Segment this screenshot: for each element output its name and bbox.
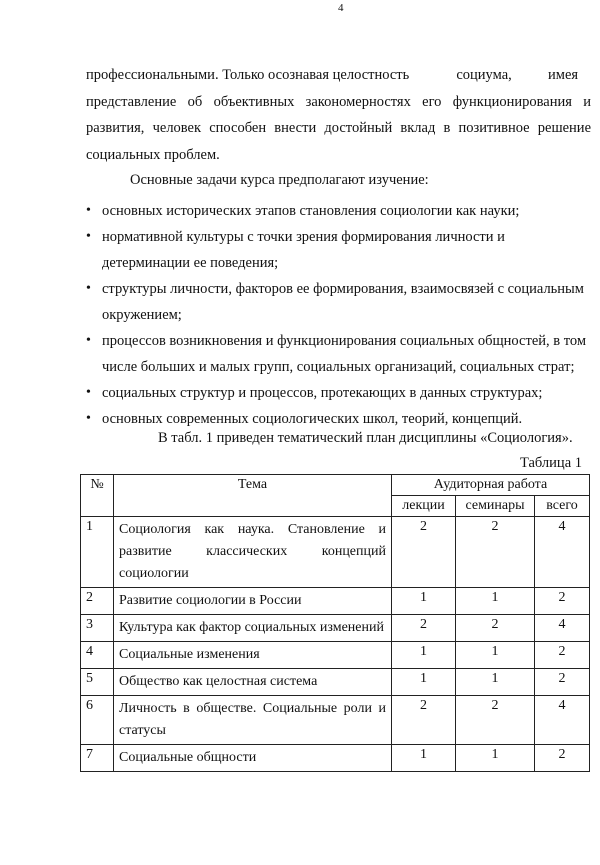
header-lectures: лекции bbox=[392, 496, 456, 517]
row-seminars: 1 bbox=[456, 642, 535, 669]
row-num: 1 bbox=[81, 517, 114, 588]
row-num: 5 bbox=[81, 669, 114, 696]
paragraph-line: развития, человек способен внести достойный вклад в позитивное решение bbox=[86, 120, 591, 136]
header-topic: Тема bbox=[114, 475, 392, 517]
table-header-row bbox=[81, 475, 590, 496]
opening-paragraph bbox=[86, 62, 591, 168]
tasks-list bbox=[86, 198, 591, 432]
header-total: всего bbox=[535, 496, 590, 517]
row-seminars: 2 bbox=[456, 615, 535, 642]
table-row bbox=[81, 696, 590, 745]
row-topic: Социальные изменения bbox=[114, 642, 392, 669]
table-row bbox=[81, 642, 590, 669]
row-total: 2 bbox=[535, 669, 590, 696]
row-lectures: 2 bbox=[392, 615, 456, 642]
row-seminars: 1 bbox=[456, 745, 535, 772]
row-seminars: 2 bbox=[456, 696, 535, 745]
header-num: № bbox=[81, 475, 114, 517]
table-row bbox=[81, 615, 590, 642]
paragraph-line: социальных проблем. bbox=[86, 146, 220, 163]
row-num: 4 bbox=[81, 642, 114, 669]
table-row bbox=[81, 517, 590, 588]
row-total: 4 bbox=[535, 696, 590, 745]
list-item: • нормативной культуры с точки зрения формирования личности и детерминации ее поведения; bbox=[86, 224, 591, 276]
row-seminars: 1 bbox=[456, 669, 535, 696]
list-item: • основных современных социологических школ, теорий, концепций. bbox=[86, 406, 591, 432]
row-seminars: 2 bbox=[456, 517, 535, 588]
row-topic: Социальные общности bbox=[114, 745, 392, 772]
table-reference: В табл. 1 приведен тематический план дисциплины «Социология». bbox=[158, 430, 573, 446]
row-lectures: 1 bbox=[392, 745, 456, 772]
row-lectures: 2 bbox=[392, 696, 456, 745]
list-item: • социальных структур и процессов, протекающих в данных структурах; bbox=[86, 380, 591, 406]
table-row bbox=[81, 669, 590, 696]
row-topic: Культура как фактор социальных изменений bbox=[114, 615, 392, 642]
row-seminars: 1 bbox=[456, 588, 535, 615]
table-row bbox=[81, 745, 590, 772]
list-item: • основных исторических этапов становления социологии как науки; bbox=[86, 198, 591, 224]
row-lectures: 1 bbox=[392, 669, 456, 696]
row-topic: Личность в обществе. Социальные роли и статусы bbox=[114, 696, 392, 745]
row-num: 7 bbox=[81, 745, 114, 772]
header-seminars: семинары bbox=[456, 496, 535, 517]
row-total: 2 bbox=[535, 642, 590, 669]
row-total: 4 bbox=[535, 615, 590, 642]
table-row bbox=[81, 588, 590, 615]
paragraph-line: представление об объективных закономерностях его функционирования и bbox=[86, 93, 591, 110]
row-num: 3 bbox=[81, 615, 114, 642]
thematic-plan-table bbox=[80, 474, 590, 772]
table-caption: Таблица 1 bbox=[519, 455, 582, 471]
row-num: 6 bbox=[81, 696, 114, 745]
paragraph-line: профессиональными. Только осознавая целостность социума, имея bbox=[86, 67, 579, 83]
tasks-intro: Основные задачи курса предполагают изучение: bbox=[130, 172, 429, 188]
row-topic: Социология как наука. Становление и развитие классических концепций социологии bbox=[114, 517, 392, 588]
header-group: Аудиторная работа bbox=[392, 475, 590, 496]
row-num: 2 bbox=[81, 588, 114, 615]
row-total: 2 bbox=[535, 745, 590, 772]
row-lectures: 1 bbox=[392, 588, 456, 615]
list-item: • структуры личности, факторов ее формирования, взаимосвязей с социальным окружением; bbox=[86, 276, 591, 328]
row-lectures: 2 bbox=[392, 517, 456, 588]
row-total: 4 bbox=[535, 517, 590, 588]
row-topic: Развитие социологии в России bbox=[114, 588, 392, 615]
row-total: 2 bbox=[535, 588, 590, 615]
list-item: • процессов возникновения и функционирования социальных общностей, в том числе больших и малых групп, социальных организаций, социальных страт; bbox=[86, 328, 591, 380]
row-topic: Общество как целостная система bbox=[114, 669, 392, 696]
row-lectures: 1 bbox=[392, 642, 456, 669]
page-number: 4 bbox=[338, 2, 344, 14]
